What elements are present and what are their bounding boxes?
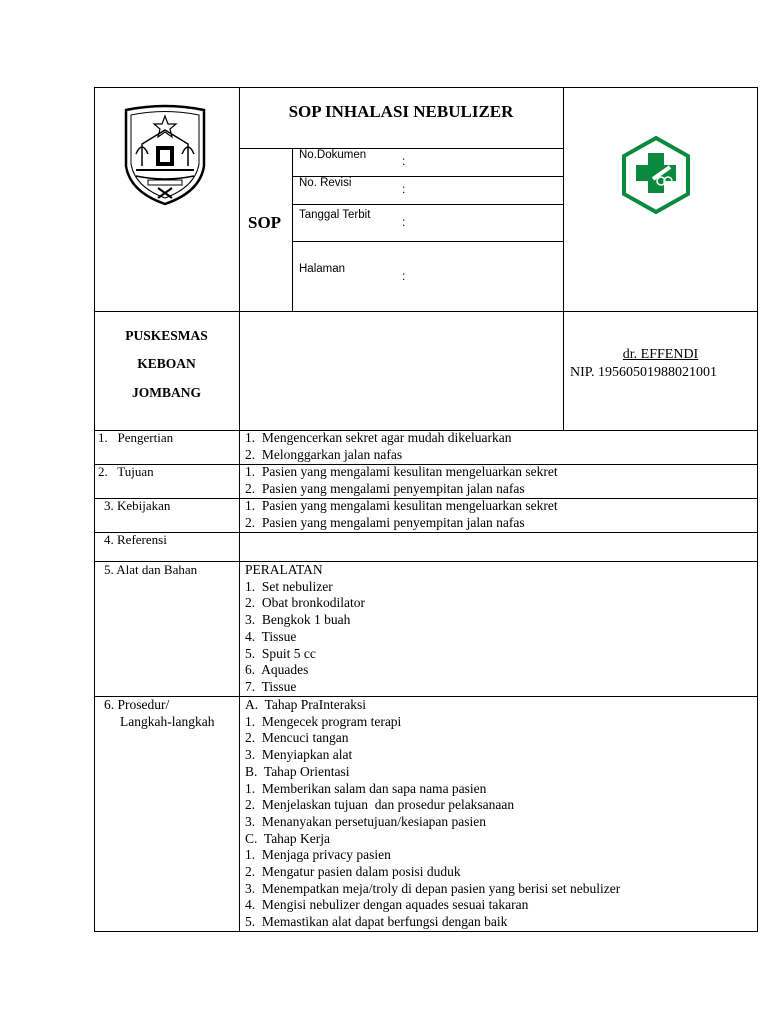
meta-value-tanggal-terbit: : [402,215,406,229]
list-item: 6. Aquades [245,662,309,678]
list-item: 2. Pasien yang mengalami penyempitan jalan nafas [245,514,525,530]
list-item: 4. Mengisi nebulizer dengan aquades sesuai takaran [245,897,529,913]
list-item: B. Tahap Orientasi [245,763,350,779]
list-item: 1. Mengencerkan sekret agar mudah dikeluarkan [245,430,512,445]
row-label-kebijakan: 3. Kebijakan [104,498,171,513]
org-name-line-2: KEBOAN [137,356,196,371]
row-label-pengertian: 1. Pengertian [98,430,174,445]
row-label-prosedur-line-1: 6. Prosedur/ [104,697,170,712]
row-content-kebijakan [245,498,558,531]
list-item: 2. Mencuci tangan [245,730,349,746]
row-label-prosedur [104,697,214,730]
meta-value-no-dokumen: : [402,154,406,168]
list-item: 3. Menanyakan persetujuan/kesiapan pasien [245,813,487,829]
meta-label-halaman: Halaman [299,263,346,275]
sop-label: SOP [248,213,282,232]
org-name-line-1: PUSKESMAS [125,328,208,343]
list-item: 1. Mengecek program terapi [245,713,402,729]
document-title: SOP INHALASI NEBULIZER [288,102,514,121]
list-item: 7. Tissue [245,678,297,694]
regional-emblem-logo [122,104,208,208]
list-item: A. Tahap PraInteraksi [245,697,367,712]
list-item: 2. Melonggarkan jalan nafas [245,446,403,462]
list-item: 1. Pasien yang mengalami kesulitan mengeluarkan sekret [245,464,558,479]
signer-name: dr. EFFENDI [622,347,699,362]
row-content-alat-dan-bahan [245,562,365,696]
meta-label-no-revisi: No. Revisi [299,177,352,189]
row-label-alat-dan-bahan: 5. Alat dan Bahan [104,562,198,577]
list-item: 4. Tissue [245,628,297,644]
list-item: 2. Pasien yang mengalami penyempitan jalan nafas [245,480,525,496]
list-item: 2. Mengatur pasien dalam posisi duduk [245,864,461,880]
list-item: 1. Pasien yang mengalami kesulitan mengeluarkan sekret [245,498,558,513]
list-item: 2. Menjelaskan tujuan dan prosedur pelaksanaan [245,797,515,813]
list-item: 5. Memastikan alat dapat berfungsi dengan baik [245,914,508,930]
list-item: C. Tahap Kerja [245,830,331,846]
row-label-referensi: 4. Referensi [104,532,167,547]
list-item: 1. Menjaga privacy pasien [245,847,391,863]
meta-value-no-revisi: : [402,182,406,196]
row-label-tujuan: 2. Tujuan [98,464,154,479]
meta-label-tanggal-terbit: Tanggal Terbit [299,209,371,221]
row-content-pengertian [245,430,512,463]
row-content-tujuan [245,464,558,497]
list-item: 3. Bengkok 1 buah [245,612,351,628]
list-item: 3. Menyiapkan alat [245,747,353,763]
meta-label-no-dokumen: No.Dokumen [299,149,367,161]
list-item: 3. Menempatkan meja/troly di depan pasien yang berisi set nebulizer [245,880,621,896]
list-item: PERALATAN [245,562,323,577]
puskesmas-logo [620,135,692,215]
list-item: 1. Memberikan salam dan sapa nama pasien [245,780,487,796]
signer-nip: NIP. 19560501988021001 [570,365,718,380]
org-name-line-3: JOMBANG [132,385,201,400]
meta-value-halaman: : [402,269,406,283]
row-content-prosedur [245,697,620,931]
list-item: 1. Set nebulizer [245,578,333,594]
row-label-prosedur-line-2: Langkah-langkah [120,713,215,729]
list-item: 5. Spuit 5 cc [245,645,316,661]
list-item: 2. Obat bronkodilator [245,595,365,611]
